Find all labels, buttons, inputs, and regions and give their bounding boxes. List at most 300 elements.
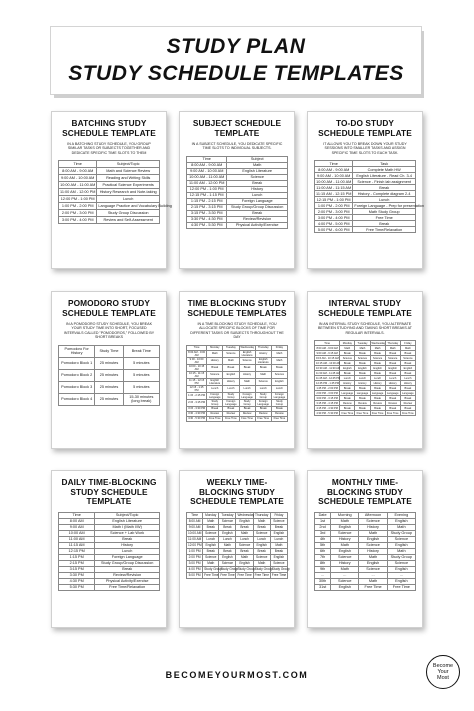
table-row (59, 210, 160, 217)
table-cell: 11:15 AM (59, 542, 95, 548)
table-cell: 1st (315, 518, 331, 524)
table-cell: History (331, 536, 359, 542)
table-cell: Break (236, 548, 253, 554)
table-cell: Free Time (271, 573, 287, 577)
site-url[interactable]: BECOMEYOURMOST.COM (165, 670, 309, 680)
table-cell: 10:00 - 10:15 AM (187, 364, 207, 371)
table-row (187, 364, 288, 371)
table-cell: 11:00 AM (59, 536, 95, 542)
table-cell: Science (227, 174, 288, 180)
table-cell: Break (400, 396, 415, 401)
table-cell: Break (385, 351, 400, 356)
column-header: Thursday (385, 341, 400, 346)
table-cell: Free Time (402, 411, 414, 415)
table-cell: 1:00 PM (187, 548, 203, 554)
table-cell: Science (219, 518, 236, 524)
table-cell: 8:00 AM - 9:00 AM (316, 346, 338, 350)
table-cell: Lunch (355, 376, 370, 381)
table-cell: English (387, 578, 415, 584)
column-header: Pomodoro For History (59, 345, 95, 357)
table-cell: English (359, 560, 387, 566)
table-cell: Math (359, 554, 387, 560)
column-header: Monday (203, 512, 219, 518)
table-cell: Study Group (237, 567, 256, 571)
table-cell: Lunch (227, 192, 288, 198)
table-cell: Math (207, 350, 223, 357)
table-header-row (59, 345, 160, 357)
schedule-table (186, 345, 288, 422)
table-cell: Break (340, 396, 355, 401)
table-cell: Lunch (271, 385, 287, 392)
table-cell: Science (331, 578, 359, 584)
table-cell: Lunch (239, 385, 255, 392)
table-cell: 25 minutes (95, 381, 123, 393)
table-cell: Break (219, 548, 236, 554)
table-cell: 3:00 PM - 3:15 PM (316, 396, 338, 400)
table-cell: 3:30 PM (59, 572, 95, 578)
table-cell: 3:15 - 3:30 PM (188, 407, 206, 411)
table-cell: Review (370, 401, 385, 406)
table-cell: Free Time (353, 215, 416, 221)
table-cell: 4:00 PM (187, 566, 203, 572)
table-cell: Review and Self-Assessment (97, 217, 160, 224)
table-cell: Science (253, 554, 270, 560)
card-subject (179, 111, 295, 269)
table-cell: 9:00 AM (59, 524, 95, 530)
table-cell: Science (370, 356, 385, 361)
table-cell: Complete Math HW (353, 167, 416, 173)
table-cell: 1:15 PM (59, 554, 95, 560)
column-header: Task (353, 161, 416, 167)
table-cell: Break (95, 536, 160, 542)
table-cell: Break (236, 524, 253, 530)
table-cell: Free Time (254, 573, 269, 577)
table-cell: 8:00 AM (187, 518, 203, 524)
table-cell: Math (271, 357, 287, 364)
table-cell: Study Group/Group Discussion (95, 560, 160, 566)
table-cell: Review (207, 411, 223, 416)
table-cell: Break (271, 406, 287, 411)
table-cell: Science (355, 356, 370, 361)
table-cell: Lunch (95, 548, 160, 554)
table-cell: Break (355, 371, 370, 376)
table-cell: Study Group (254, 567, 273, 571)
table-cell: Study Group (387, 554, 415, 560)
table-cell: 5 minutes (123, 369, 159, 381)
table-cell: Pomodoro Block 1 (59, 357, 95, 369)
column-header: Time (59, 161, 97, 168)
table-row (315, 411, 416, 416)
table-cell: Math (219, 542, 236, 548)
table-cell: Break (355, 406, 370, 411)
table-cell: 9:00 AM - 9:15 AM (316, 351, 338, 355)
table-cell: 9:00 AM - 10:00 AM (187, 168, 227, 174)
table-cell: 2:15 PM (59, 560, 95, 566)
table-row (187, 350, 288, 357)
column-header: Wednesday (240, 346, 255, 350)
table-cell: Break (400, 386, 415, 391)
table-cell: 12:45 PM - 1:45 PM (316, 381, 340, 385)
table-cell: 4:30 PM - 5:30 PM (316, 411, 338, 415)
table-cell: Free Time (220, 573, 235, 577)
table-cell: English Literature (227, 168, 288, 174)
logo-line: Your (437, 669, 449, 675)
table-cell: 1:45 PM - 2:00 PM (316, 386, 338, 390)
table-cell: Math (359, 530, 387, 536)
table-cell: 1:00 PM - 2:00 PM (315, 203, 353, 209)
table-row (187, 371, 288, 378)
column-header: Thursday (255, 345, 271, 350)
table-cell: Break (340, 386, 355, 391)
table-cell: Math (203, 518, 219, 524)
table-cell: 9:00 - 10:00 AM (187, 357, 207, 364)
card-description: IN AN INTERVAL STUDY SCHEDULE, YOU ALTERNATE BETWEEN STUDYING AND TAKING SHORT BREAKS AT REGULAR INTERVALS. (318, 322, 412, 335)
table-cell: Break (370, 406, 385, 411)
table-cell: Practical Science Experiments (97, 182, 160, 189)
table-cell: 5:00 PM - 6:00 PM (315, 227, 353, 233)
column-header: Afternoon (359, 512, 387, 518)
table-cell: 5:00 PM (187, 572, 203, 578)
card-title: DAILY TIME-BLOCKING STUDY SCHEDULE TEMPLATE (61, 477, 157, 506)
table-cell: Lunch (236, 536, 253, 542)
table-cell: History (223, 378, 239, 385)
table-cell: Break (340, 351, 355, 356)
table-cell: 1:00 PM - 2:00 PM (59, 203, 97, 210)
table-cell: English (370, 366, 385, 371)
table-cell: English (331, 584, 359, 590)
column-header: Time (187, 512, 203, 518)
table-cell: 3:00 PM - 4:00 PM (315, 215, 353, 221)
table-cell: Break (203, 524, 219, 530)
schedule-table (58, 345, 160, 406)
table-cell: Break (223, 406, 239, 411)
column-header: Tuesday (223, 345, 239, 350)
table-cell: Pomodoro Block 2 (59, 369, 95, 381)
table-cell: Math (253, 518, 270, 524)
table-cell: Science (331, 530, 359, 536)
table-cell: Break (353, 185, 416, 191)
table-row (187, 385, 288, 392)
table-cell: Free Time (223, 416, 239, 421)
table-cell: Break (219, 524, 236, 530)
table-cell: Study Group/Group Discussion (227, 204, 288, 210)
table-cell: English Literature (239, 350, 255, 357)
table-cell: Study Group (204, 567, 223, 571)
table-cell: 10:00 AM (59, 530, 95, 536)
table-cell: Science (359, 542, 387, 548)
table-row (59, 196, 160, 203)
table-cell: History (385, 381, 400, 386)
table-cell: 1:15 PM - 2:15 PM (187, 198, 227, 204)
schedule-table (314, 160, 425, 233)
table-cell: English (387, 518, 415, 524)
table-cell: Science (236, 542, 253, 548)
table-cell: Free Time (387, 584, 415, 590)
table-cell: Math Study Group (353, 209, 416, 215)
table-cell: 4:30 PM - 5:30 PM (187, 222, 227, 228)
table-cell: 9:00 AM (187, 524, 203, 530)
table-cell: Study Group (271, 567, 290, 571)
table-cell: 3:00 PM - 4:00 PM (59, 217, 97, 224)
table-row (59, 189, 160, 196)
schedule-table (314, 340, 416, 416)
table-cell: English (270, 530, 287, 536)
table-cell: Science (207, 371, 223, 378)
table-cell: Free Time (255, 416, 271, 421)
table-cell: 15-30 minutes (long break) (123, 393, 159, 405)
table-cell: Study Group (387, 530, 415, 536)
table-cell: Review (223, 411, 239, 416)
table-row (187, 399, 288, 406)
card-description: IN A POMODORO STUDY SCHEDULE, YOU BREAK YOUR STUDY TIME INTO SHORT, FOCUSED INTERVALS CALLED "POMODOROS," FOLLOWED BY SHORT BREAKS (63, 322, 155, 340)
table-cell: Free Time (239, 416, 255, 421)
table-cell: History (359, 548, 387, 554)
table-cell: English (340, 366, 355, 371)
table-cell: 2:00 PM - 3:00 PM (316, 391, 338, 395)
table-cell: Break (227, 180, 288, 186)
table-cell: Science + Lab Work (95, 530, 160, 536)
table-cell: Foreign Language (227, 198, 288, 204)
table-cell: Review/Revision (95, 572, 160, 578)
table-cell: Math (331, 542, 359, 548)
table-cell: English (270, 554, 287, 560)
table-cell: Math (270, 542, 287, 548)
table-cell: Science (270, 518, 287, 524)
table-cell: 8:00 AM - 9:00 AM (188, 350, 206, 357)
table-cell: English (203, 542, 219, 548)
table-cell: Break (355, 396, 370, 401)
table-cell: 11:00 AM - 11:15 AM (316, 185, 352, 190)
table-cell: 11:00 AM - 12:00 PM (187, 180, 227, 186)
table-cell: Break (271, 364, 287, 371)
table-cell: Math I (Math I/W) (95, 524, 160, 530)
table-cell: 10:00 AM - 11:00 AM (316, 179, 352, 184)
card-title: MONTHLY TIME-BLOCKING STUDY SCHEDULE TEMPLATE (318, 477, 412, 506)
table-cell: Free Time (204, 573, 219, 577)
table-cell: Break (253, 548, 270, 554)
table-cell: Math (355, 346, 370, 351)
table-cell: 3:15 PM - 3:30 PM (187, 210, 227, 216)
table-cell: History (355, 381, 370, 386)
logo-line: Most (437, 675, 449, 681)
table-cell: 11:45 AM - 12:45 PM (316, 376, 341, 380)
table-cell: 4:30 - 5:30 PM (188, 417, 206, 421)
table-cell: Review (239, 411, 255, 416)
table-cell: 2:15 PM - 3:15 PM (187, 204, 227, 210)
table-cell: Lunch (370, 376, 385, 381)
column-header: Friday (271, 345, 287, 350)
table-row (59, 393, 160, 405)
table-cell: Break (400, 351, 415, 356)
table-cell: 9:00 AM - 10:00 AM (315, 173, 353, 179)
table-cell: Free Time (207, 416, 223, 421)
table-cell: Language (402, 391, 414, 395)
table-row (187, 357, 288, 364)
table-cell: Math (271, 350, 287, 357)
table-cell: Lunch (270, 536, 287, 542)
table-cell: 10:30 AM - 11:30 AM (316, 366, 341, 370)
table-cell: Review/Revision (227, 216, 288, 222)
table-cell: Science (359, 566, 387, 572)
table-cell: Lunch (219, 536, 236, 542)
table-cell: Science (331, 554, 359, 560)
table-cell: 25 minutes (95, 393, 123, 405)
table-cell: Math (340, 346, 355, 351)
title-line-2: STUDY SCHEDULE TEMPLATES (68, 62, 404, 85)
table-cell: Lunch (223, 385, 239, 392)
table-cell: 5th (315, 542, 331, 548)
table-cell: 31st (315, 584, 331, 590)
table-cell: Break (355, 351, 370, 356)
table-cell: Physical Activity/Exercise (227, 222, 288, 228)
table-cell: Review (355, 401, 370, 406)
table-cell: 3:00 PM (187, 560, 203, 566)
table-cell: Lunch (340, 376, 355, 381)
table-cell: 3:30 - 4:30 PM (188, 412, 206, 416)
table-cell: Review (271, 411, 287, 416)
table-cell: 9:00 AM - 10:00 AM (59, 175, 97, 182)
table-cell: 25 minutes (95, 369, 123, 381)
table-cell: Math (331, 566, 359, 572)
table-cell: 4th (315, 536, 331, 542)
table-cell: 11:00 AM (188, 537, 202, 541)
column-header: Morning (331, 512, 359, 518)
table-cell: Science (400, 356, 415, 361)
table-cell: Science (239, 357, 255, 364)
table-cell: Lunch (385, 376, 400, 381)
table-cell: English Literature (207, 378, 223, 385)
card-daily (51, 470, 167, 628)
table-cell: Free Time/Relaxation (95, 584, 160, 590)
table-cell: Language (356, 391, 369, 395)
table-row (59, 175, 160, 182)
table-cell: English (236, 560, 253, 566)
table-cell: Review (400, 401, 415, 406)
table-cell: Lunch (97, 196, 160, 203)
table-cell: ... (331, 572, 359, 578)
column-header: Time (187, 345, 207, 350)
column-header: Subject (227, 156, 288, 162)
table-cell: 2nd (315, 524, 331, 530)
table-cell: 8:00 AM - 9:00 AM (187, 162, 227, 168)
table-cell: History (207, 357, 223, 364)
table-header-row (59, 161, 160, 168)
table-cell: Lunch (207, 385, 223, 392)
table-cell: English (400, 366, 415, 371)
table-cell: 3:15 PM (59, 566, 95, 572)
table-cell: Break (207, 364, 223, 371)
table-cell: Foreign Language (95, 554, 160, 560)
table-cell: Pomodoro Block 3 (59, 381, 95, 393)
table-cell: Break (207, 406, 223, 411)
table-cell: Study Group (255, 392, 271, 399)
table-cell: 2:00 PM - 3:00 PM (59, 210, 97, 217)
table-cell: Break (370, 386, 385, 391)
table-cell: Break (239, 364, 255, 371)
table-cell: 5:30 PM (59, 584, 95, 590)
table-cell: Science (387, 536, 415, 542)
table-cell: Free Time (371, 411, 384, 415)
table-cell: History (239, 371, 255, 378)
table-cell: History Research and Note-taking (97, 189, 160, 196)
table-cell: 30th (315, 578, 331, 584)
table-cell: Math (236, 530, 253, 536)
column-header: Friday (270, 512, 287, 518)
table-cell: Free Time (237, 573, 252, 577)
card-title: INTERVAL STUDY SCHEDULE TEMPLATE (318, 298, 412, 318)
table-cell: Break (370, 396, 385, 401)
table-cell: History (255, 350, 271, 357)
table-cell: Study Group (239, 399, 255, 406)
table-cell: Break (385, 396, 400, 401)
column-header: Subject/Topic (95, 512, 160, 518)
card-title: BATCHING STUDY SCHEDULE TEMPLATE (62, 118, 156, 138)
column-header: Break Time (123, 345, 159, 357)
table-cell: Science (219, 560, 236, 566)
table-row (59, 168, 160, 175)
table-row (187, 572, 288, 578)
table-cell: 4:15 PM - 4:30 PM (316, 406, 338, 410)
table-cell: 4:30 PM (59, 578, 95, 584)
table-cell: Science (253, 530, 270, 536)
column-header: Tuesday (355, 341, 370, 346)
table-cell: 8:00 AM (59, 518, 95, 524)
table-cell: English (253, 542, 270, 548)
table-cell: Break (255, 364, 271, 371)
table-cell: 25 minutes (95, 357, 123, 369)
table-cell: Science (203, 530, 219, 536)
table-cell: 10:15 - 11:15 AM (187, 371, 207, 378)
table-cell: Break (340, 361, 355, 366)
table-cell: 12:00 PM (188, 543, 202, 547)
table-cell: English Literature (255, 357, 271, 364)
table-cell: 3:30 PM - 4:30 PM (187, 216, 227, 222)
table-cell: Foreign Language - Prep for presentation (354, 203, 425, 208)
table-cell: English (355, 366, 370, 371)
table-cell: Language Practice and Vocabulary Building (98, 204, 172, 209)
column-header: Friday (400, 341, 415, 346)
table-cell: Break (385, 361, 400, 366)
table-cell: Science (359, 518, 387, 524)
table-cell: Science (387, 560, 415, 566)
table-cell: Language (386, 391, 399, 395)
table-cell: History (340, 381, 355, 386)
table-row (187, 378, 288, 385)
card-title: POMODORO STUDY SCHEDULE TEMPLATE (62, 298, 156, 318)
table-cell: Break (370, 371, 385, 376)
table-cell: 4:00 PM - 5:00 PM (315, 221, 353, 227)
table-cell: Math (227, 162, 288, 168)
table-cell: Math (253, 560, 270, 566)
table-cell: 12:00 PM - 1:00 PM (187, 186, 227, 192)
table-cell: Break (385, 386, 400, 391)
card-interval (307, 291, 423, 449)
table-row (315, 227, 416, 233)
card-description: IN A SUBJECT SCHEDULE, YOU DEDICATE SPECIFIC TIME SLOTS TO INDIVIDUAL SUBJECTS. (191, 142, 283, 151)
table-cell: 2:15 - 3:15 PM (188, 401, 206, 405)
table-cell: 11:30 AM - 11:45 AM (316, 371, 340, 375)
table-cell: Language (341, 391, 354, 395)
table-row (59, 217, 160, 224)
table-cell: 10:00 AM (188, 531, 202, 535)
table-cell: 11:00 AM - 12:00 PM (60, 190, 96, 195)
table-cell: Foreign Language (239, 392, 255, 399)
table-cell: Break (370, 351, 385, 356)
table-cell: Break (370, 361, 385, 366)
table-cell: Math (239, 378, 255, 385)
table-cell: Free Time/Relaxation (353, 227, 416, 233)
table-cell: Break (340, 371, 355, 376)
